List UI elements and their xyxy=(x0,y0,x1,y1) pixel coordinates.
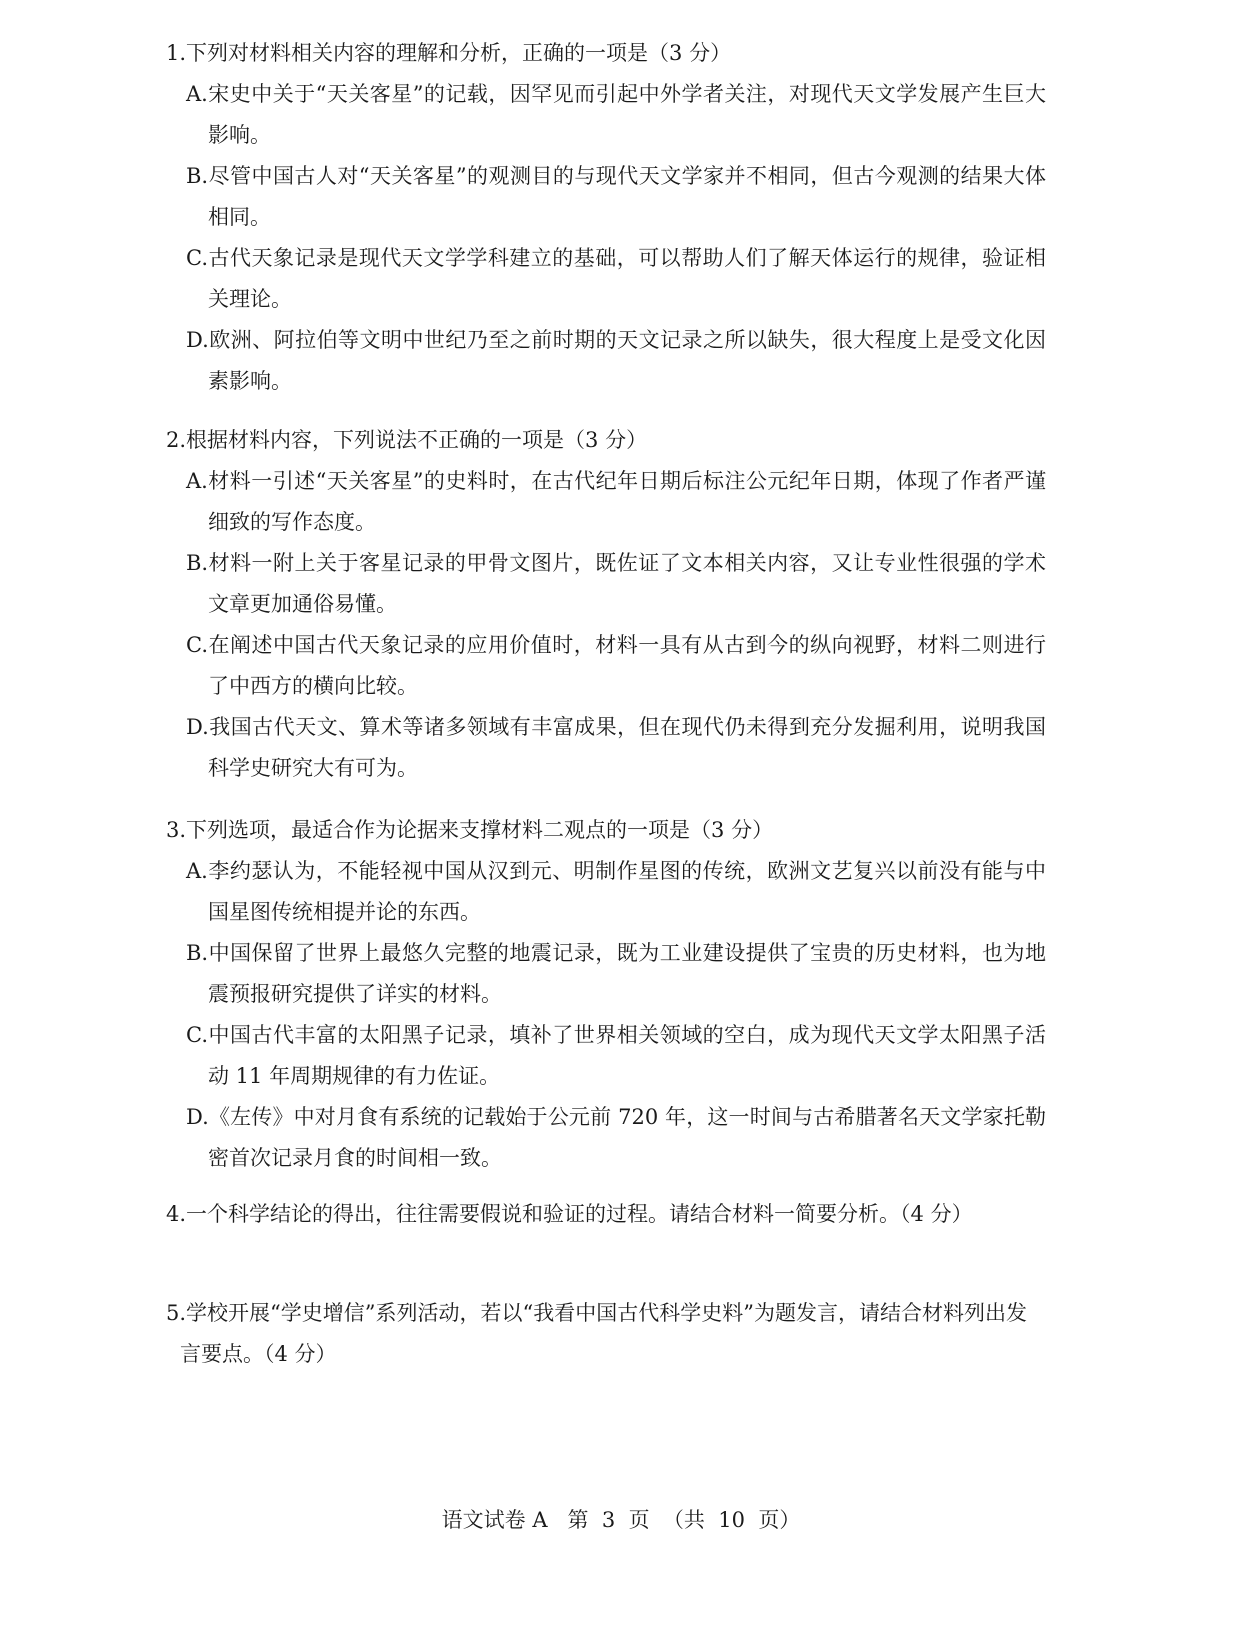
option-d: D.我国古代天文、算术等诸多领域有丰富成果，但在现代仍未得到充分发掘利用，说明我国科学史研究大有可为。 xyxy=(186,715,1046,780)
option-d: D.《左传》中对月食有系统的记载始于公元前 720 年，这一时间与古希腊著名天文学家托勒密首次记录月食的时间相一致。 xyxy=(186,1105,1046,1170)
option-b: B.中国保留了世界上最悠久完整的地震记录，既为工业建设提供了宝贵的历史材料，也为地震预报研究提供了详实的材料。 xyxy=(186,941,1046,1006)
option-a: A.宋史中关于“天关客星”的记载，因罕见而引起中外学者关注，对现代天文学发展产生巨大影响。 xyxy=(186,82,1046,147)
option-b: B.材料一附上关于客星记录的甲骨文图片，既佐证了文本相关内容，又让专业性很强的学术文章更加通俗易懂。 xyxy=(186,551,1046,616)
question-stem: 1.下列对材料相关内容的理解和分析，正确的一项是（3 分） xyxy=(166,41,732,65)
option-d: D.欧洲、阿拉伯等文明中世纪乃至之前时期的天文记录之所以缺失，很大程度上是受文化因素影响。 xyxy=(186,328,1046,393)
option-b: B.尽管中国古人对“天关客星”的观测目的与现代天文学家并不相同，但古今观测的结果大体相同。 xyxy=(186,164,1046,229)
question-stem: 5.学校开展“学史增信”系列活动，若以“我看中国古代科学史料”为题发言，请结合材料列出发言要点。（4 分） xyxy=(166,1301,1027,1366)
page-footer: 语文试卷 A 第 3 页 （共 10 页） xyxy=(441,1508,801,1532)
question-stem: 4.一个科学结论的得出，往往需要假说和验证的过程。请结合材料一简要分析。（4 分） xyxy=(166,1202,973,1226)
question-4 xyxy=(166,1194,1046,1235)
question-2 xyxy=(166,420,1046,789)
question-5 xyxy=(166,1293,1046,1375)
question-stem: 2.根据材料内容，下列说法不正确的一项是（3 分） xyxy=(166,428,648,452)
option-a: A.材料一引述“天关客星”的史料时，在古代纪年日期后标注公元纪年日期，体现了作者严谨细致的写作态度。 xyxy=(186,469,1046,534)
option-c: C.中国古代丰富的太阳黑子记录，填补了世界相关领域的空白，成为现代天文学太阳黑子活动 11 年周期规律的有力佐证。 xyxy=(186,1023,1046,1088)
option-a: A.李约瑟认为，不能轻视中国从汉到元、明制作星图的传统，欧洲文艺复兴以前没有能与中国星图传统相提并论的东西。 xyxy=(186,859,1046,924)
option-c: C.在阐述中国古代天象记录的应用价值时，材料一具有从古到今的纵向视野，材料二则进行了中西方的横向比较。 xyxy=(186,633,1046,698)
question-3 xyxy=(166,810,1046,1179)
question-stem: 3.下列选项，最适合作为论据来支撑材料二观点的一项是（3 分） xyxy=(166,818,774,842)
question-1 xyxy=(166,33,1046,402)
option-c: C.古代天象记录是现代天文学学科建立的基础，可以帮助人们了解天体运行的规律，验证相关理论。 xyxy=(186,246,1046,311)
